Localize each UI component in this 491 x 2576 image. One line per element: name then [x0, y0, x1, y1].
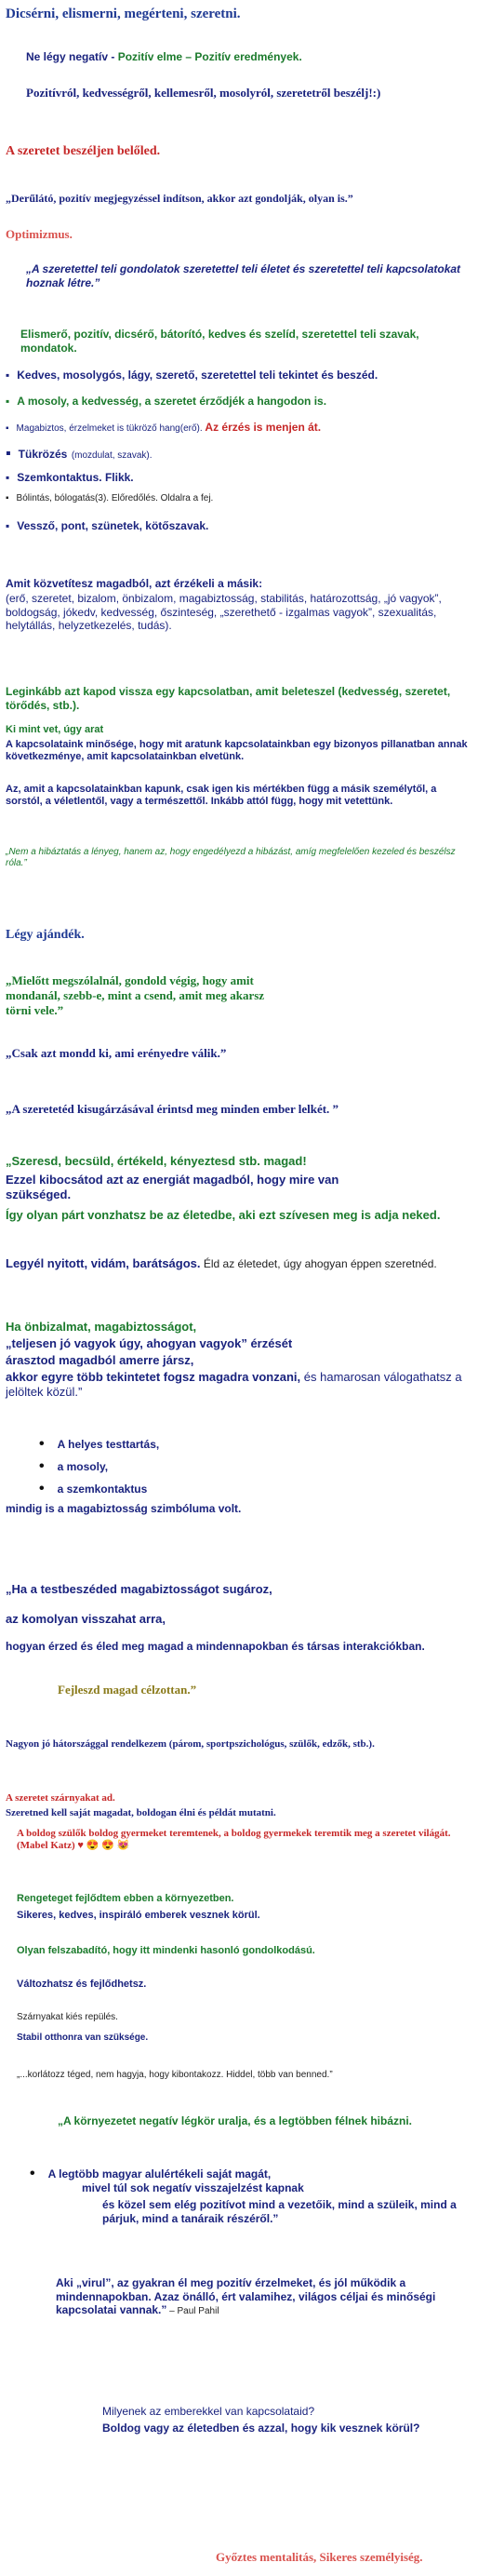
page-title: Dicsérni, elismerni, megérteni, szeretni. — [6, 7, 241, 21]
relationships-question: Milyenek az emberekkel van kapcsolataid? — [102, 2405, 315, 2418]
heart-emoji-icons: ♥ 😍 😍 😻 — [77, 1840, 130, 1852]
body-language-line-3: hogyan érzed és éled meg magad a mindennapokban és társas interakciókban. — [6, 1640, 425, 1653]
happy-question: Boldog vagy az életedben és azzal, hogy kik vesznek körül? — [102, 2422, 420, 2435]
flourish-quote — [56, 2276, 474, 2317]
mirroring-detail: (mozdulat, szavak). — [71, 450, 153, 461]
list-item-confident-voice — [6, 421, 480, 435]
bullet-undervalue: • A legtöbb magyar alulértékeli saját magát, — [30, 2165, 271, 2183]
tagline — [26, 50, 302, 64]
growth-line: Rengeteget fejlődtem ebben a környezetben. — [17, 1893, 234, 1904]
self-love-example: Szeretned kell saját magadat, boldogan élni és példát mutatni. — [6, 1807, 276, 1818]
negative-feedback-line: mivel túl sok negatív visszajelzést kapnak — [82, 2181, 304, 2194]
wings-fly-line: Szárnyakat kiés repülés. — [17, 2012, 118, 2022]
feeling-text: Az érzés is menjen át. — [205, 421, 322, 434]
list-item-eye-contact: ▪ Szemkontaktus. Flikk. — [6, 471, 480, 485]
bullet-smile: • a mosoly, — [39, 1457, 108, 1476]
confidence-symbol-line: mindig is a magabiztosság szimbóluma volt. — [6, 1502, 242, 1515]
self-love-line-1: „Szeresd, becsüld, értékeld, kényeztesd stb. magad! — [6, 1154, 307, 1168]
confidence-line-3: árasztod magadból amerre jársz, — [6, 1353, 194, 1367]
list-item-punctuation: ▪ Vessző, pont, szünetek, kötőszavak. — [6, 519, 480, 533]
virtue-quote: „Csak azt mondd ki, ami erényedre válik.” — [6, 1046, 227, 1060]
confidence-line-1: Ha önbizalmat, magabiztosságot, — [6, 1320, 197, 1334]
list-item-smile-voice: ▪ A mosoly, a kedvesség, a szeretet érződjék a hangodon is. — [6, 395, 480, 409]
develop-yourself: Fejleszd magad célzottan.” — [58, 1683, 197, 1697]
open-cheerful-text: Legyél nyitott, vidám, barátságos. — [6, 1256, 201, 1270]
reap-paragraph-2: Az, amit a kapcsolatainkban kapunk, csak igen kis mértékben függ a másik személytől, a sorstól, a véletlentől, vagy a természettől. Inkább attól függ, hogy mit vetettünk. — [6, 784, 437, 808]
optimism-label: Optimizmus. — [6, 227, 73, 241]
silence-quote: „Mielőtt megszólalnál, gondold végig, hogy amit mondanál, szebb-e, mint a csend, amit meg akarsz törni vele.” — [6, 973, 265, 1017]
confidence-line-2: „teljesen jó vagyok úgy, ahogyan vagyok” érzését — [6, 1336, 293, 1350]
open-cheerful-line — [6, 1256, 471, 1271]
reap-proverb: Ki mint vet, úgy arat — [6, 724, 104, 735]
radiance-quote: „A szeretetéd kisugárzásával érintsd meg minden ember lelkét. ” — [6, 1102, 339, 1116]
liberating-line: Olyan felszabadító, hogy itt mindenki hasonló gondolkodású. — [17, 1945, 315, 1956]
bullet-posture: • A helyes testtartás, — [39, 1435, 159, 1454]
positive-line: Pozitívról, kedvességről, kellemesről, mosolyról, szeretetről beszélj!:) — [26, 86, 381, 100]
flourish-text: Aki „virul”, az gyakran él meg pozitív érzelmeket, és jól működik a mindennapokban. Azaz önálló, ért valamihez, világos céljai és minőségi kapcsolatai vannak.” — [56, 2276, 436, 2317]
negative-climate-quote: „A környezetet negatív légkör uralja, és a legtöbben félnek hibázni. — [58, 2114, 412, 2127]
self-love-line-2: Ezzel kibocsátod azt az energiát magadból, hogy mire van szükséged. — [6, 1173, 339, 1201]
reap-heading: Leginkább azt kapod vissza egy kapcsolatban, amit beleteszel (kedvesség, szeretet, törődés, stb.). — [6, 685, 451, 712]
stable-home-line: Stabil otthonra van szüksége. — [17, 2033, 149, 2043]
mirroring-text: Tükrözés — [18, 448, 68, 461]
body-language-line-1: „Ha a testbeszéded magabiztosságot sugároz, — [6, 1582, 272, 1596]
more-in-you-line: „...korlátozz téged, nem hagyja, hogy kibontakozz. Hiddel, több van benned.” — [17, 2070, 333, 2080]
quote-author: – Paul Pahil — [166, 2306, 219, 2317]
gift-heading: Légy ajándék. — [6, 928, 85, 942]
choose-text: és hamarosan válogathatsz a jelöltek közül.” — [6, 1370, 462, 1399]
confidence-line-4 — [6, 1370, 471, 1400]
words-intro: Elismerő, pozitív, dicsérő, bátorító, kedves és szelíd, szeretettel teli szavak, mondatok. — [20, 328, 419, 355]
bullet-eye-contact: • a szemkontaktus — [39, 1480, 147, 1498]
support-line: Nagyon jó hátországgal rendelkezem (párom, sportpszichológus, szülők, edzők, stb.). — [6, 1738, 375, 1750]
tagline-prefix: Ne légy negatív - — [26, 50, 118, 63]
body-language-line-2: az komolyan visszahat arra, — [6, 1612, 166, 1626]
list-item-kind-look: ▪ Kedves, mosolygós, lágy, szerető, szeretettel teli tekintet és beszéd. — [6, 369, 480, 382]
loving-thoughts-quote: „A szeretettel teli gondolatok szeretettel teli életet és szeretettel teli kapcsolatokat hoznak létre.” — [26, 262, 461, 289]
attract-text: akkor egyre több tekintetet fogsz magadra vonzani, — [6, 1370, 301, 1384]
footer-tagline: Győztes mentalitás, Sikeres személyiség. — [216, 2550, 423, 2564]
happy-parents-text: A boldog szülők boldog gyermeket teremtenek, a boldog gyermekek teremtik meg a szeretet világát. (Mabel Katz) — [17, 1828, 451, 1852]
happy-parents-quote — [17, 1828, 471, 1853]
radiate-list: (erő, szeretet, bizalom, önbizalom, magabiztosság, stabilitás, határozottság, „jó vagyok”, boldogság, jókedv, kedvesség, őszinteség, „szerethető - izgalmas vagyok”, szexualitás, helytállás, helyzetkezelés, tudás). — [6, 592, 442, 633]
change-grow-line: Változhatsz és fejlődhetsz. — [17, 1979, 147, 1990]
tagline-suffix: Pozitív elme – Pozitív eredmények. — [117, 50, 302, 63]
list-item-mirroring — [6, 445, 480, 463]
live-life-text: Éld az életedet, úgy ahogyan éppen szeretnéd. — [203, 1257, 437, 1270]
radiate-heading: Amit közvetítesz magadból, azt érzékeli a másik: — [6, 577, 263, 590]
optimism-quote: „Derűlátó, pozitív megjegyzéssel indítson, akkor azt gondolják, olyan is.” — [6, 192, 353, 205]
inspiring-people-line: Sikeres, kedves, inspiráló emberek vesznek körül. — [17, 1910, 260, 1921]
wings-line: A szeretet szárnyakat ad. — [6, 1792, 115, 1804]
love-heading: A szeretet beszéljen belőled. — [6, 144, 161, 158]
confident-voice-text: Magabiztos, érzelmeket is tükröző hang(erő). — [16, 423, 203, 434]
list-item-nodding: ▪ Bólintás, bólogatás(3). Előredőlés. Oldalra a fej. — [6, 493, 480, 504]
blame-note: „Nem a hibáztatás a lényeg, hanem az, hogy engedélyezd a hibázást, amíg megfelelően kezeled és beszélsz róla.” — [6, 847, 456, 869]
not-enough-positive-line: és közel sem elég pozitívot mind a vezetőik, mind a szüleik, mind a párjuk, mind a tanáraik részéről.” — [102, 2198, 457, 2225]
self-love-line-3: Így olyan párt vonzhatsz be az életedbe, aki ezt szívesen meg is adja neked. — [6, 1208, 441, 1222]
reap-paragraph-1: A kapcsolataink minősége, hogy mit aratunk kapcsolatainkban egy bizonyos pillanatban annak következménye, amit kapcsolatainkban elvetünk. — [6, 739, 468, 763]
